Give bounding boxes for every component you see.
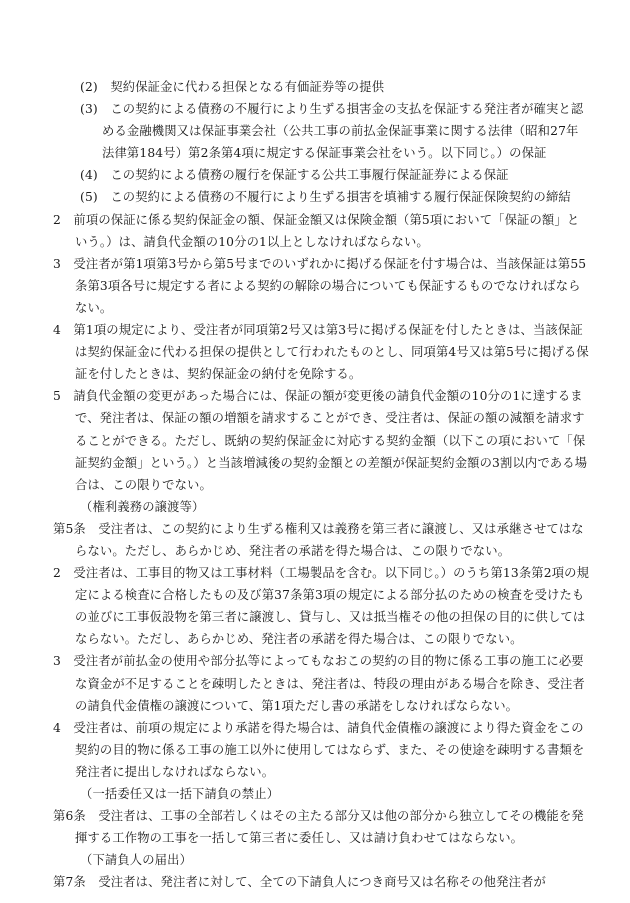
- list-item-2: (2) 契約保証金に代わる担保となる有価証券等の提供: [80, 80, 385, 94]
- article-7: 第7条 受注者は、発注者に対して、全ての下請負人につき商号又は名称その他発注者が: [53, 875, 546, 890]
- article-5: 第5条 受注者は、この契約により生ずる権利又は義務を第三者に譲渡し、又は承継させてはならない。ただし、あらかじめ、発注者の承諾を得た場合は、この限りでない。: [53, 521, 584, 558]
- section-heading: （一括委任又は一括下請負の禁止）: [80, 787, 280, 801]
- paragraph-4: 4 第1項の規定により、受注者が同項第2号又は第3号に掲げる保証を付したときは、当該保証は契約保証金に代わる担保の提供として行われたものとし、同項第4号又は第5号に掲げる保証を付したときは、契約保証金の納付を免除する。: [53, 323, 589, 382]
- section-heading: （権利義務の譲渡等）: [80, 499, 205, 514]
- list-item-3: (3) この契約による債務の不履行により生ずる損害金の支払を保証する発注者が確実と認める金融機関又は保証事業会社（公共工事の前払金保証事業に関する法律（昭和27年法律第184号）第2条第4項に規定する保証事業会社をいう。以下同じ。）の保証: [80, 102, 584, 161]
- paragraph-5-2: 2 受注者は、工事目的物又は工事材料（工場製品を含む。以下同じ。）のうち第13条第2項の規定による検査に合格したもの及び第37条第3項の規定による部分払のための検査を受けたもの並びに工事仮設物を第三者に譲渡し、貸与し、又は抵当権その他の担保の目的に供してはならない。ただし、あらかじめ、発注者の承諾を得た場合は、この限りでない。: [53, 566, 590, 647]
- paragraph-5-3: 3 受注者が前払金の使用や部分払等によってもなおこの契約の目的物に係る工事の施工に必要な資金が不足することを疎明したときは、発注者は、特段の理由がある場合を除き、受注者の請負代金債権の譲渡について、第1項ただし書の承諾をしなければならない。: [53, 654, 585, 713]
- article-6: 第6条 受注者は、工事の全部若しくはその主たる部分又は他の部分から独立してその機能を発揮する工作物の工事を一括して第三者に委任し、又は請け負わせてはならない。: [53, 809, 584, 846]
- paragraph-5-4: 4 受注者は、前項の規定により承諾を得た場合は、請負代金債権の譲渡により得た資金をこの契約の目的物に係る工事の施工以外に使用してはならず、また、その使途を疎明する書類を発注者に提出しなければならない。: [53, 720, 585, 779]
- list-item-4: (4) この契約による債務の履行を保証する公共工事履行保証証券による保証: [80, 168, 509, 183]
- list-item-5: (5) この契約による債務の不履行により生ずる損害を填補する履行保証保険契約の締結: [80, 190, 571, 205]
- section-heading: （下請負人の届出）: [80, 853, 193, 868]
- paragraph-2: 2 前項の保証に係る契約保証金の額、保証金額又は保険金額（第5項において「保証の額」という。）は、請負代金額の10分の1以上としなければならない。: [53, 212, 580, 249]
- paragraph-3: 3 受注者が第1項第3号から第5号までのいずれかに掲げる保証を付す場合は、当該保証は第55条第3項各号に規定する者による契約の解除の場合についても保証するものでなければならない。: [53, 256, 587, 315]
- paragraph-5: 5 請負代金額の変更があった場合には、保証の額が変更後の請負代金額の10分の1に達するまで、発注者は、保証の額の増額を請求することができ、受注者は、保証の額の減額を請求することができる。ただし、既納の契約保証金に対応する契約金額（以下この項において「保証契約金額」という。）と当該増減後の契約金額との差額が保証契約金額の3割以内である場合は、この限りでない。: [53, 389, 588, 492]
